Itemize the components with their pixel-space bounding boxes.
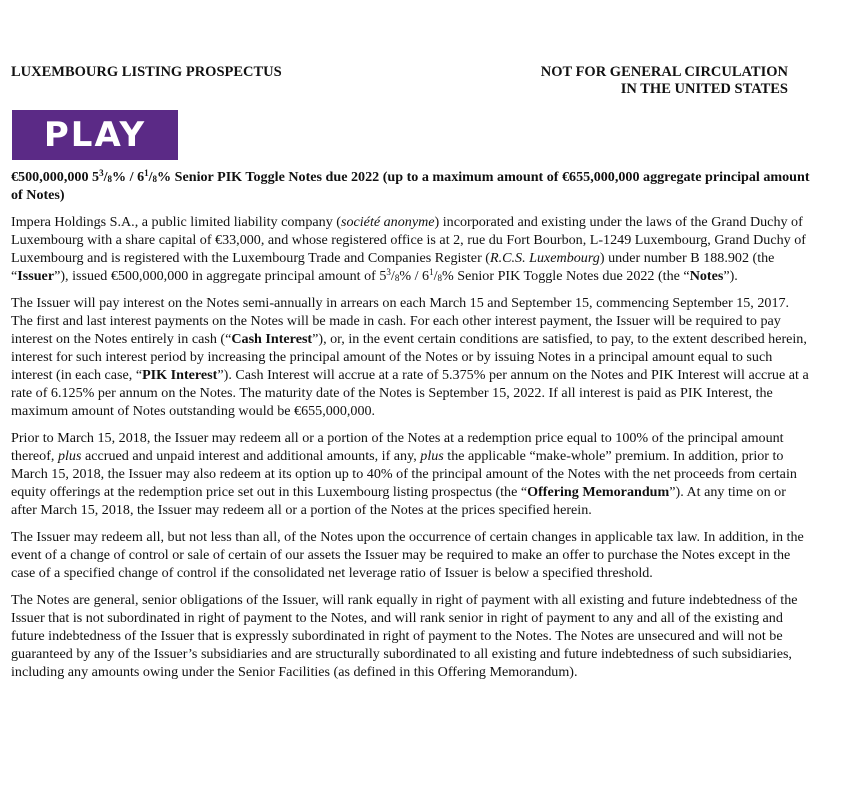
logo-text: PLAY — [43, 115, 147, 155]
p1-italic-rcs: R.C.S. Luxembourg — [489, 250, 600, 266]
p3-bold-offering-memorandum: Offering Memorandum — [527, 484, 670, 500]
header-right-line2: IN THE UNITED STATES — [620, 81, 788, 97]
p1-italic-societe: société anonyme — [340, 214, 435, 230]
p3-text-g: ”). At any time on or after March 15, 2018, the Issuer may redeem all or a portion of the Notes at the prices specified herein. — [11, 484, 786, 518]
title-rate1-den: 8 — [107, 174, 113, 184]
paragraph-interest — [11, 294, 811, 420]
p1-text-g: ”), issued €500,000,000 in aggregate principal amount of 5 — [54, 268, 387, 284]
p3-text-a: Prior to March 15, 2018, the Issuer may redeem all or a portion of the Notes at a redemption price equal to 100% of the principal amount thereof, — [11, 430, 784, 464]
notes-title: €500,000,000 $5^3/_8\% / 6^1/_8\%$ Senior PIK Toggle Notes due 2022 (up to a maximum amount of €655,000,000 aggregate principal amount of Notes) — [11, 168, 810, 203]
p1-text-k: ”). — [723, 268, 738, 284]
p1-bold-notes: Notes — [689, 268, 724, 284]
p3-italic-plus-2: plus — [420, 448, 444, 464]
title-rate2-den: 8 — [152, 174, 158, 184]
p3-text-c: accrued and unpaid interest and additional amounts, if any, — [81, 448, 421, 464]
p2-bold-cash-interest: Cash Interest — [231, 331, 313, 347]
p1-rate2-num: 1 — [429, 267, 434, 277]
p1-text-a: Impera Holdings S.A., a public limited liability company ( — [11, 214, 341, 230]
p1-rate1-den: 8 — [394, 273, 400, 283]
p1-rate1-num: 3 — [386, 267, 391, 277]
title-pre: €500,000,000 5 — [11, 169, 100, 185]
play-logo — [12, 110, 178, 160]
title-rate1-num: 3 — [99, 168, 104, 178]
p2-text-a: The Issuer will pay interest on the Notes semi-annually in arrears on each March 15 and September 15, commencing September 15, 2017. The first and last interest payments on the Notes will be made in cash. For each other interest payment, the Issuer will be required to pay interest on the Notes entirely in cash (“ — [11, 295, 790, 347]
paragraph-ranking: The Notes are general, senior obligations of the Issuer, will rank equally in right of payment with all existing and future indebtedness of the Issuer that is not subordinated in right of payment to the Notes, and will rank senior in right of payment to any and all of the existing and future indebtedness of the Issuer that is expressly subordinated in right of payment to the Notes. The Notes are unsecured and will not be guaranteed by any of the Issuer’s subsidiaries and are structurally subordinated to all existing and future indebtedness of such subsidiaries, including any amounts owing under the Senior Facilities (as defined in this Offering Memorandum). — [11, 592, 798, 680]
paragraph-redemption — [11, 429, 811, 519]
header-right-line1: NOT FOR GENERAL CIRCULATION — [540, 64, 788, 80]
header-left: LUXEMBOURG LISTING PROSPECTUS — [11, 64, 282, 80]
paragraph-tax-redemption: The Issuer may redeem all, but not less than all, of the Notes upon the occurrence of certain changes in applicable tax law. In addition, in the event of a change of control or sale of certain of our assets the Issuer may be required to make an offer to purchase the Notes except in the case of a specified change of control if the consolidated net leverage ratio of Issuer is below a specified threshold. — [11, 529, 804, 581]
title-mid: % / 6 — [112, 169, 145, 185]
p1-text-i: % Senior PIK Toggle Notes due 2022 (the “ — [441, 268, 690, 284]
p2-text-e: ”). Cash Interest will accrue at a rate of 5.375% per annum on the Notes and PIK Interest will accrue at a rate of 6.125% per annum on the Notes. The maturity date of the Notes is September 15, 2022. If all interest is paid as PIK Interest, the maximum amount of Notes outstanding would be €655,000,000. — [11, 367, 809, 419]
p1-rate2-den: 8 — [437, 273, 442, 283]
title-rate2-num: 1 — [144, 168, 149, 178]
p2-text-c: ”), or, in the event certain conditions are satisfied, to pay, to the extent described herein, interest for such interest period by increasing the principal amount of the Notes or by issuing Notes in a principal amount equal to such interest (in each case, “ — [11, 331, 807, 383]
paragraph-issuer: Impera Holdings S.A., a public limited liability company (société anonyme) incorporated and existing under the laws of the Grand Duchy of Luxembourg with a share capital of €33,000, and whose registered office is at 2, rue du Fort Bourbon, L-1249 Luxembourg, Grand Duchy of Luxembourg and is registered with the Luxembourg Trade and Companies Register (R.C.S. Luxembourg) under number B 188.902 (the “Issuer”), issued €500,000,000 in aggregate principal amount of $5^3/_8\% / 6^1/_8\%$ Senior PIK Toggle Notes due 2022 (the “Notes”). — [11, 214, 806, 284]
p1-text-h: % / 6 — [399, 268, 430, 284]
p3-text-e: the applicable “make-whole” premium. In addition, prior to March 15, 2018, the Issuer may also redeem at its option up to 40% of the principal amount of the Notes with the net proceeds from certain equity offerings at the redemption price set out in this Luxembourg listing prospectus (the “ — [11, 448, 797, 500]
title-post: % Senior PIK Toggle Notes due 2022 (up to a maximum amount of €655,000,000 aggregate principal amount of Notes) — [11, 169, 810, 203]
p1-text-e: ) under number B 188.902 (the “ — [11, 250, 775, 284]
p2-bold-pik-interest: PIK Interest — [142, 367, 218, 383]
p1-text-c: ) incorporated and existing under the laws of the Grand Duchy of Luxembourg with a share capital of €33,000, and whose registered office is at 2, rue du Fort Bourbon, L-1249 Luxembourg, Grand Duchy of Luxembourg and is registered with the Luxembourg Trade and Companies Register ( — [11, 214, 806, 266]
document-body — [11, 168, 811, 690]
p3-italic-plus-1: plus — [57, 448, 82, 464]
p1-bold-issuer: Issuer — [17, 268, 55, 284]
header-right — [514, 64, 788, 98]
